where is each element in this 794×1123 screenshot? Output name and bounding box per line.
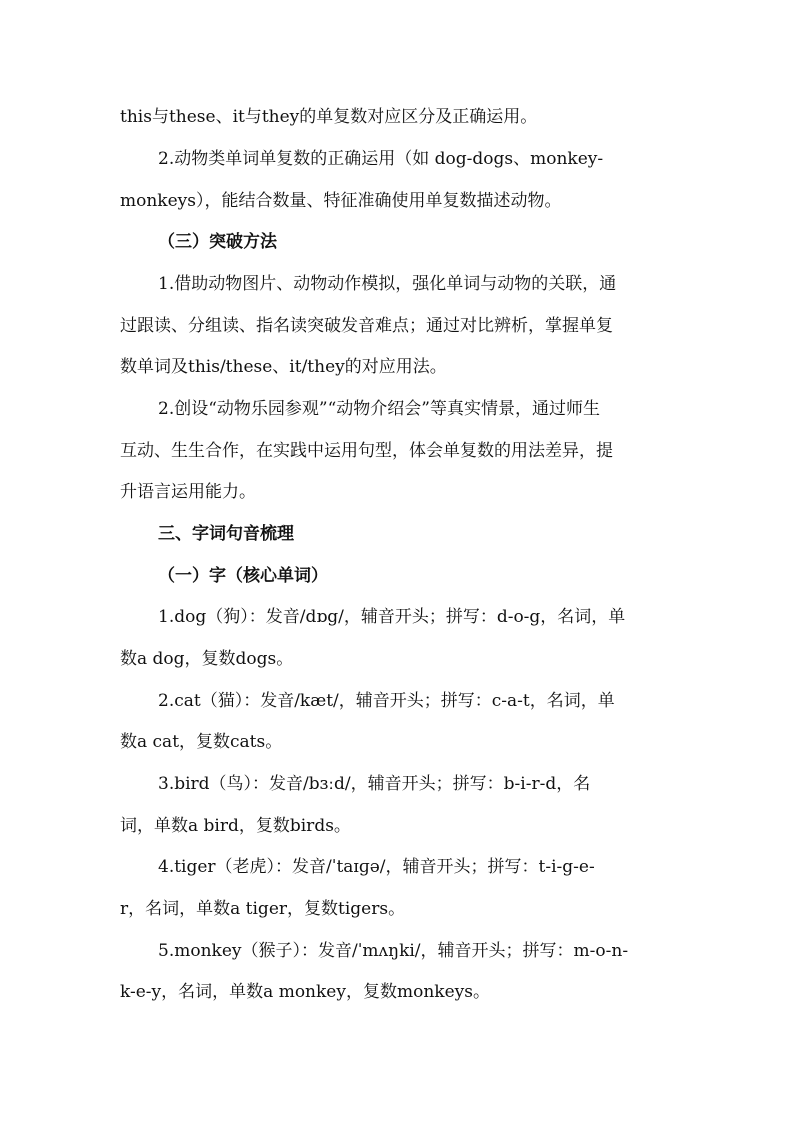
paragraph-line: 3.bird（鸟）：发音/bɜːd/，辅音开头；拼写：b-i-r-d，名 — [158, 774, 591, 794]
paragraph-line: 过跟读、分组读、指名读突破发音难点；通过对比辨析，掌握单复 — [120, 316, 613, 336]
paragraph-line: r，名词，单数a tiger，复数tigers。 — [120, 899, 406, 919]
paragraph-line: 词，单数a bird，复数birds。 — [120, 816, 351, 836]
paragraph-line: 1.dog（狗）：发音/dɒg/，辅音开头；拼写：d-o-g，名词，单 — [158, 607, 626, 627]
paragraph-line: 5.monkey（猴子）：发音/ˈmʌŋki/，辅音开头；拼写：m-o-n- — [158, 941, 629, 961]
paragraph-line: this与these、it与they的单复数对应区分及正确运用。 — [120, 107, 538, 127]
section-heading: 三、字词句音梳理 — [158, 524, 294, 544]
paragraph-line: 数a dog，复数dogs。 — [120, 649, 294, 669]
paragraph-line: 2.动物类单词单复数的正确运用（如 dog-dogs、monkey- — [158, 149, 604, 169]
paragraph-line: 升语言运用能力。 — [120, 482, 256, 502]
paragraph-line: 4.tiger（老虎）：发音/ˈtaɪɡə/，辅音开头；拼写：t-i-g-e- — [158, 857, 595, 877]
subsection-heading: （一）字（核心单词） — [158, 566, 328, 586]
paragraph-line: 2.创设“动物乐园参观”“动物介绍会”等真实情景，通过师生 — [158, 399, 600, 419]
paragraph-line: 互动、生生合作，在实践中运用句型，体会单复数的用法差异，提 — [120, 441, 613, 461]
paragraph-line: 数单词及this/these、it/they的对应用法。 — [120, 357, 447, 377]
paragraph-line: k-e-y，名词，单数a monkey，复数monkeys。 — [120, 982, 490, 1002]
section-heading: （三）突破方法 — [158, 232, 277, 252]
paragraph-line: 1.借助动物图片、动物动作模拟，强化单词与动物的关联，通 — [158, 274, 617, 294]
paragraph-line: 数a cat，复数cats。 — [120, 732, 283, 752]
paragraph-line: 2.cat（猫）：发音/kæt/，辅音开头；拼写：c-a-t，名词，单 — [158, 691, 615, 711]
paragraph-line: monkeys），能结合数量、特征准确使用单复数描述动物。 — [120, 191, 562, 211]
